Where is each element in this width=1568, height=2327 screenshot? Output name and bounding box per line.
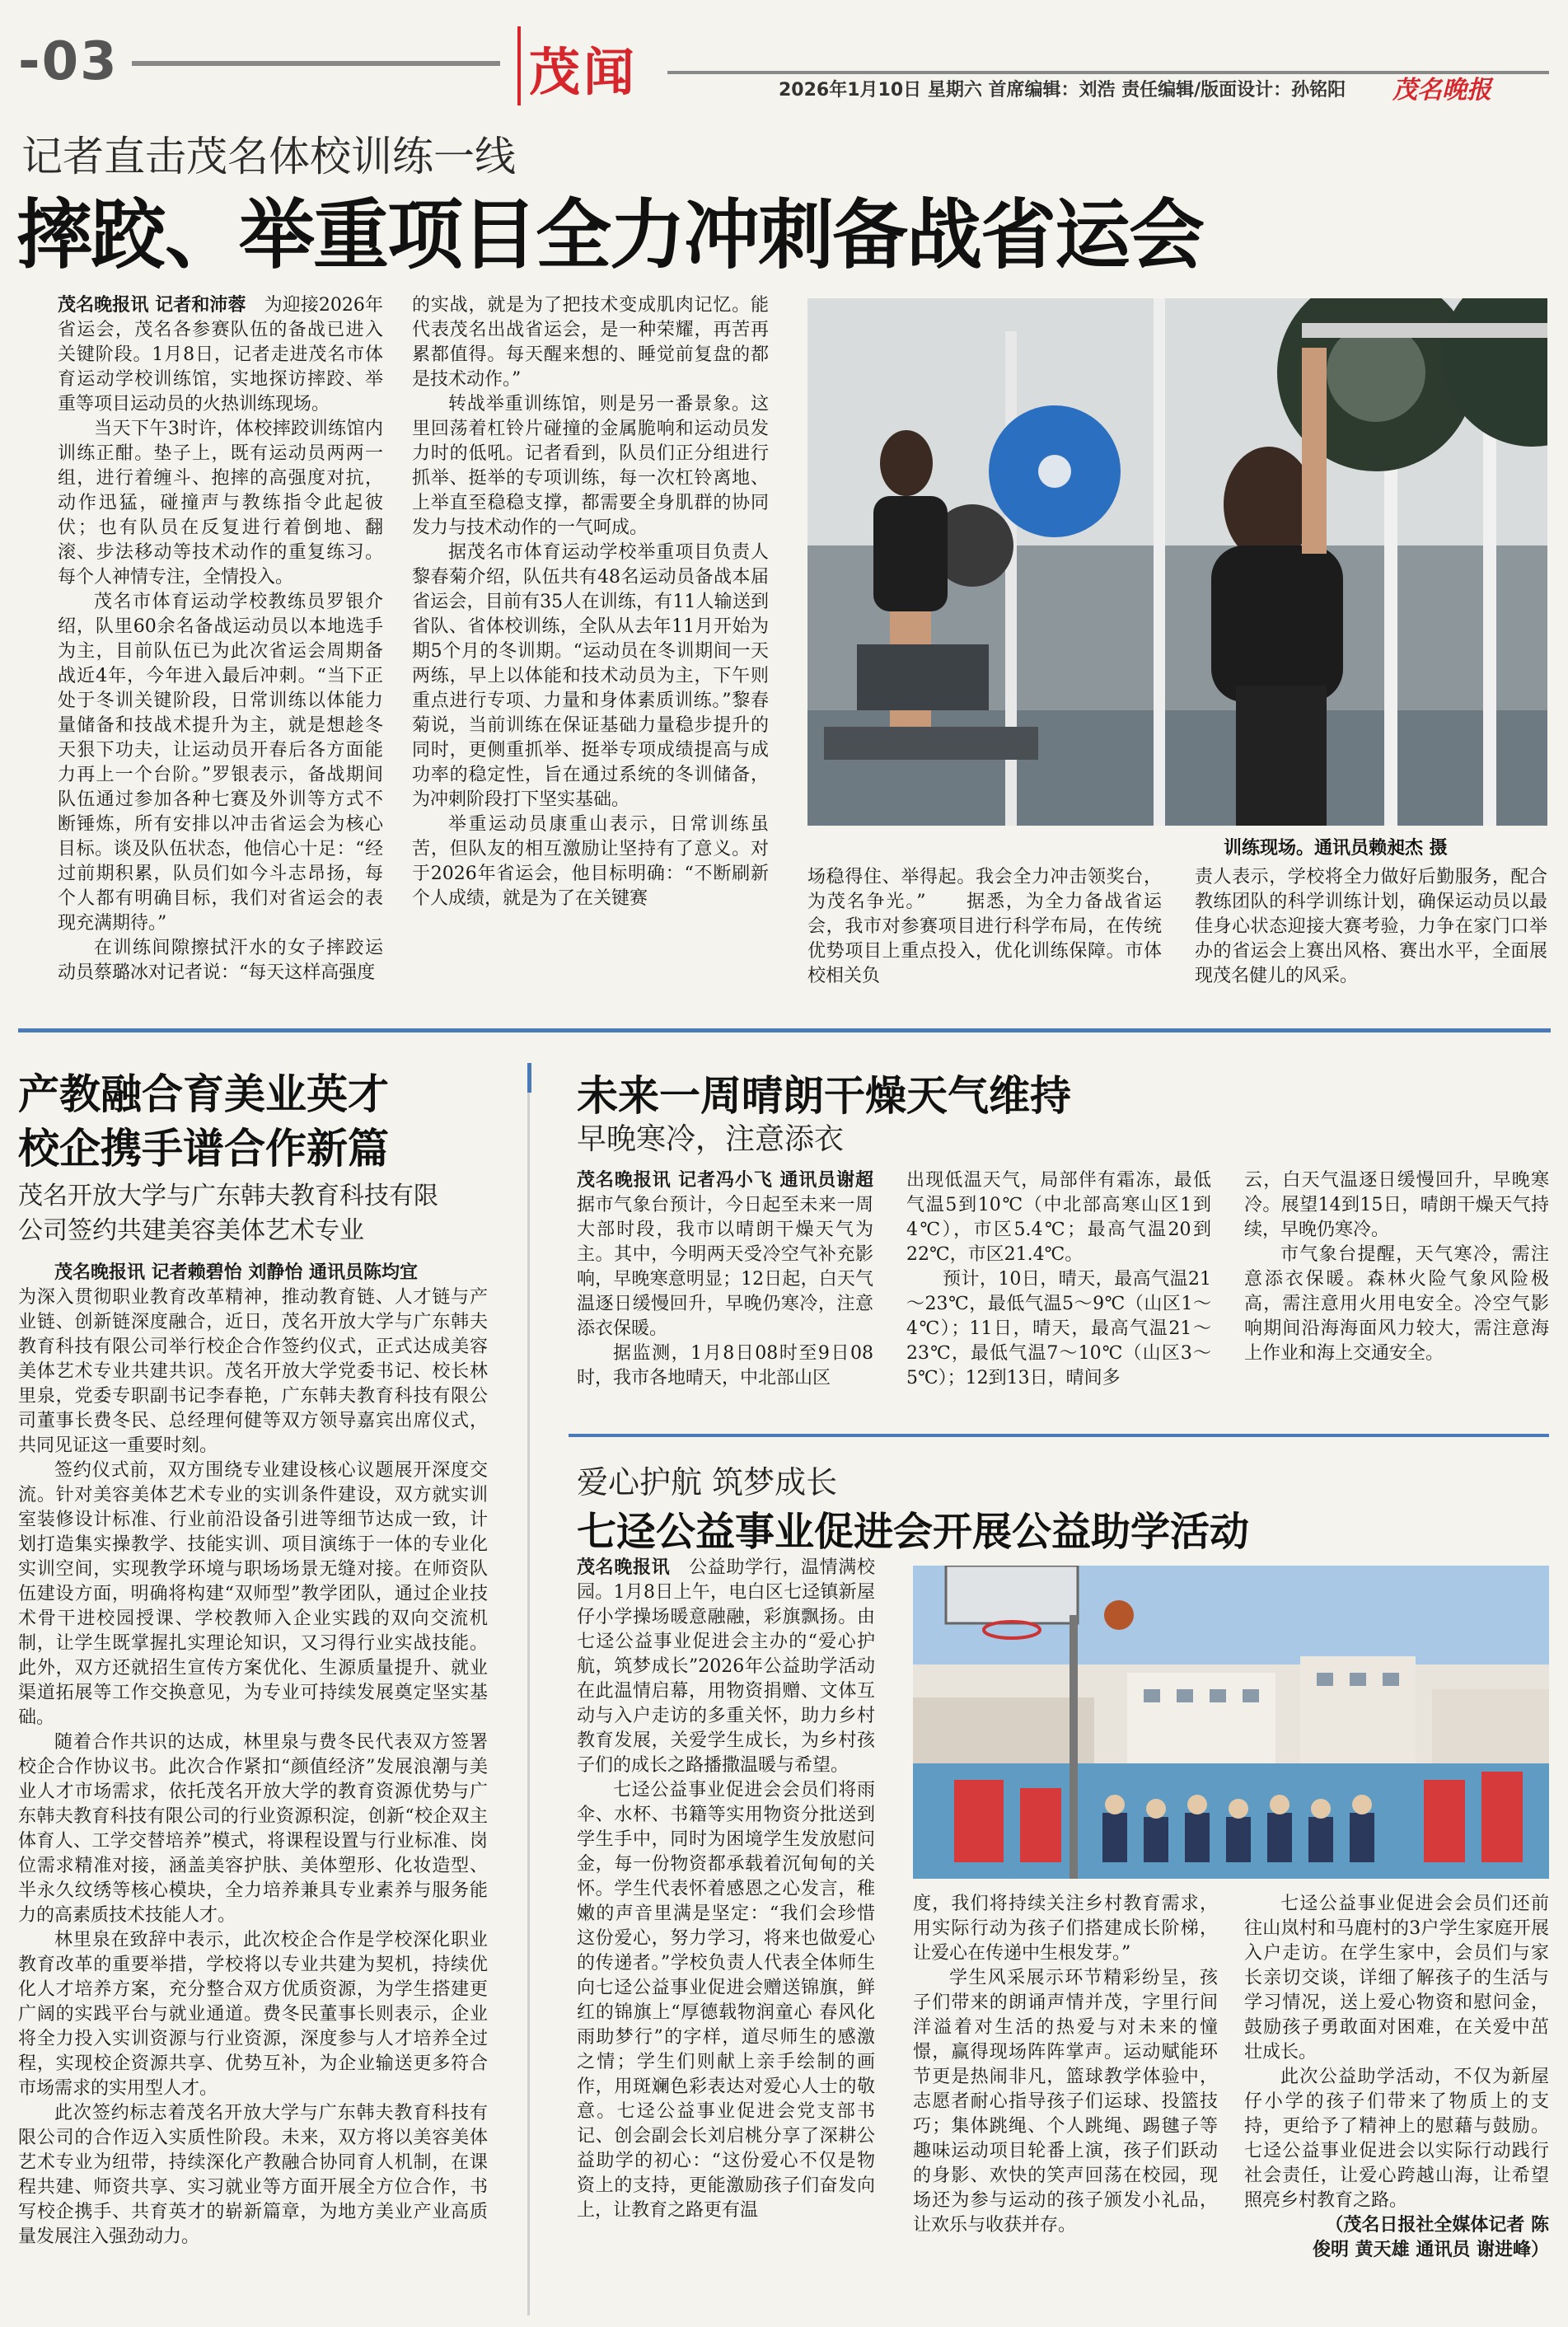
- section-tag: [517, 26, 656, 105]
- article3-column-1: [577, 1168, 873, 1416]
- article2-para: 签约仪式前，双方围绕专业建设核心议题展开深度交流。针对美容美体艺术专业的实训条件建设，双方就实训室装修设计标准、行业前沿设备引进等细节达成一致，计划打造集实操教学、技能实训、项目演练于一体的专业化实训空间，实现教学环境与职场场景无缝对接。在师资队伍建设方面，明确将构建“双师型”教学团队，通过企业技术骨干进校园授课、学校教师入企业实践的双向交流机制，让学生既掌握扎实理论知识，又习得行业实战技能。此外，双方还就招生宣传方案优化、生源质量提升、就业渠道拓展等工作交换意见，为专业可持续发展奠定坚实基础。: [18, 1460, 488, 1728]
- article1-para: 茂名市体育运动学校教练员罗银介绍，队里60余名备战运动员以本地选手为主，目前队伍已为此次省运会周期备战近4年，今年进入最后冲刺。“当下正处于冬训关键阶段，日常训练以体能力量储备和技战术提升为主，就是想趁冬天狠下功夫，让运动员开春后各方面能力再上一个台阶。”罗银表示，备战期间队伍通过参加各种七赛及外训等方式不断锤炼，所有安排以冲击省运会为核心目标。谈及队伍状态，他信心十足：“经过前期积累，队员们如今斗志昂扬，每个人都有明确目标，我们对省运会的表现充满期待。”: [58, 592, 383, 934]
- school-photo-illustration: [913, 1566, 1549, 1879]
- article1-para: 当天下午3时许，体校摔跤训练馆内训练正酣。垫子上，既有运动员两两一组，进行着缠斗、抱摔的高强度对抗，动作迅猛，碰撞声与教练指令此起彼伏；也有队员在反复进行着倒地、翻滚、步法移动等技术动作的重复练习。每个人神情专注，全情投入。: [58, 419, 383, 588]
- article4-byline: 茂名晚报讯: [577, 1557, 671, 1578]
- article1-column-1: [58, 293, 383, 994]
- column-divider: [527, 1063, 530, 2315]
- column-accent: [527, 1063, 531, 1093]
- article3-divider: [569, 1434, 1549, 1437]
- article4-column-2: [913, 1892, 1218, 2314]
- article1-column-3: [807, 865, 1162, 989]
- article1-column-4: [1195, 865, 1547, 989]
- article4-para: 学生风采展示环节精彩纷呈，孩子们带来的朗诵声情并茂，字里行间洋溢着对生活的热爱与对未来的憧憬，赢得现场阵阵掌声。运动赋能环节更是热闹非凡，篮球教学体验中，志愿者耐心指导孩子们运球、投篮技巧；集体跳绳、个人跳绳、踢毽子等趣味运动项目轮番上演，孩子们跃动的身影、欢快的笑声回荡在校园，现场还为参与运动的孩子颁发小礼品，让欢乐与收获并存。: [913, 1968, 1218, 2236]
- header-info: 2026年1月10日 星期六 首席编辑：刘浩 责任编辑/版面设计：孙铭阳: [779, 80, 1346, 101]
- article3-para: 据监测，1月8日08时至9日08时，我市各地晴天，中北部山区: [577, 1343, 873, 1388]
- training-photo: [807, 298, 1547, 826]
- article4-para: 度，我们将持续关注乡村教育需求，用实际行动为孩子们搭建成长阶梯，让爱心在传递中生根发芽。”: [913, 1894, 1218, 1964]
- article4-para: 此次公益助学活动，不仅为新屋仔小学的孩子们带来了物质上的支持，更给予了精神上的慰藉与鼓励。七迳公益事业促进会以实际行动践行社会责任，让爱心跨越山海，让希望照亮乡村教育之路。: [1244, 2067, 1549, 2211]
- article1-para: 在训练间隙擦拭汗水的女子摔跤运动员蔡璐冰对记者说：“每天这样高强度: [58, 938, 383, 983]
- header-rule-left: [132, 61, 500, 66]
- article3-para: 云，白天气温逐日缓慢回升，早晚寒冷。展望14到15日，晴朗干燥天气持续，早晚仍寒冷。: [1244, 1170, 1549, 1240]
- newspaper-logo: 茂名晚报: [1392, 76, 1491, 105]
- photo-caption: 训练现场。通讯员赖昶杰 摄: [1224, 838, 1448, 859]
- article4-para: 公益助学行，温情满校园。1月8日上午，电白区七迳镇新屋仔小学操场暖意融融，彩旗飘扬。由七迳公益事业促进会主办的“爱心护航，筑梦成长”2026年公益助学活动在此温情启幕，用物资捐赠、文体互动与入户走访的多重关怀，助力乡村教育发展，关爱学生成长，为乡村孩子们的成长之路播撒温暖与希望。: [577, 1557, 875, 1776]
- article2-body: [18, 1261, 488, 2311]
- article4-credit-line1: （茂名日报社全媒体记者 陈: [1325, 2215, 1549, 2236]
- article2-subtitle-line2: 公司签约共建美容美体艺术专业: [18, 1216, 364, 1245]
- article4-credit-line2: 俊明 黄天雄 通讯员 谢进峰）: [1313, 2240, 1549, 2260]
- article3-para: 据市气象台预计，今日起至未来一周大部时段，我市以晴朗干燥天气为主。其中，今明两天受冷空气补充影响，早晚寒意明显；12日起，白天气温逐日缓慢回升，早晚仍寒冷，注意添衣保暖。: [577, 1195, 873, 1339]
- article1-byline: 茂名晚报讯 记者和沛蓉: [58, 295, 246, 316]
- training-photo-illustration: [807, 298, 1547, 826]
- section-divider: [18, 1028, 1551, 1032]
- article1-para: 转战举重训练馆，则是另一番景象。这里回荡着杠铃片碰撞的金属脆响和运动员发力时的低吼。记者看到，队员们正分组进行抓举、挺举的专项训练，每一次杠铃离地、上举直至稳稳支撑，都需要全身肌群的协同发力与技术动作的一气呵成。: [412, 394, 769, 538]
- article4-para: 七迳公益事业促进会会员们将雨伞、水杯、书籍等实用物资分批送到学生手中，同时为困境学生发放慰问金，每一份物资都承载着沉甸甸的关怀。学生代表怀着感恩之心发言，稚嫩的声音里满是坚定：“我们会珍惜这份爱心，努力学习，将来也做爱心的传递者。”学校负责人代表全体师生向七迳公益事业促进会赠送锦旗，鲜红的锦旗上“厚德载物润童心 春风化雨助梦行”的字样，道尽师生的感激之情；学生们则献上亲手绘制的画作，用斑斓色彩表达对爱心人士的敬意。七迳公益事业促进会党支部书记、创会副会长刘启桃分享了深耕公益助学的初心：“这份爱心不仅是物资上的支持，更能激励孩子们奋发向上，让教育之路更有温: [577, 1780, 875, 2221]
- article3-column-2: [906, 1168, 1211, 1416]
- article2-title-line2: 校企携手谱合作新篇: [18, 1125, 389, 1173]
- school-photo: [913, 1566, 1549, 1879]
- article1-para: 的实战，就是为了把技术变成肌肉记忆。能代表茂名出战省运会，是一种荣耀，再苦再累都值得。每天醒来想的、睡觉前复盘的都是技术动作。”: [412, 295, 769, 390]
- page-number: -03: [18, 31, 119, 92]
- article2-title-line1: 产教融合育美业英才: [18, 1070, 389, 1118]
- article2-byline: 茂名晚报讯 记者赖碧怡 刘静怡 通讯员陈均宜: [54, 1262, 418, 1283]
- article4-para: 七迳公益事业促进会会员们还前往山岚村和马鹿村的3户学生家庭开展入户走访。在学生家中，会员们与家长亲切交谈，详细了解孩子的生活与学习情况，送上爱心物资和慰问金，鼓励孩子勇敢面对困难，在关爱中茁壮成长。: [1244, 1894, 1549, 2062]
- article1-para: 责人表示，学校将全力做好后勤服务，配合教练团队的科学训练计划，确保运动员以最佳身心状态迎接大赛考验，力争在家门口举办的省运会上赛出风格、赛出水平，全面展现茂名健儿的风采。: [1195, 867, 1547, 986]
- article3-para: 市气象台提醒，天气寒冷，需注意添衣保暖。森林火险气象风险极高，需注意用火用电安全。冷空气影响期间沿海海面风力较大，需注意海上作业和海上交通安全。: [1244, 1244, 1549, 1364]
- article2-subtitle-line1: 茂名开放大学与广东韩夫教育科技有限: [18, 1182, 438, 1210]
- article3-subtitle: 早晚寒冷，注意添衣: [577, 1122, 845, 1156]
- article3-para: 预计，10日，晴天，最高气温21～23℃，最低气温5～9℃（山区1～4℃）；11日，晴天，最高气温21～23℃，最低气温7～10℃（山区3～5℃）；12到13日，晴间多: [906, 1269, 1211, 1388]
- article1-title: 摔跤、举重项目全力冲刺备战省运会: [16, 191, 1204, 279]
- article3-para: 出现低温天气，局部伴有霜冻，最低气温5到10℃（中北部高寒山区1到4℃），市区5.4℃；最高气温20到22℃，市区21.4℃。: [906, 1170, 1211, 1265]
- article1-para: 据茂名市体育运动学校举重项目负责人黎春菊介绍，队伍共有48名运动员备战本届省运会，目前有35人在训练，有11人输送到省队、省体校训练，全队从去年11月开始为期5个月的冬训期。“运动员在冬训期间一天两练，早上以体能和技术动员为主，下午则重点进行专项、力量和身体素质训练。”黎春菊说，当前训练在保证基础力量稳步提升的同时，更侧重抓举、挺举专项成绩提高与成功率的稳定性，旨在通过系统的冬训储备，为冲刺阶段打下坚实基础。: [412, 542, 769, 810]
- article1-para: 为迎接2026年省运会，茂名各参赛队伍的备战已进入关键阶段。1月8日，记者走进茂名市体育运动学校训练馆，实地探访摔跤、举重等项目运动员的火热训练现场。: [58, 295, 383, 414]
- article2-para: 此次签约标志着茂名开放大学与广东韩夫教育科技有限公司的合作迈入实质性阶段。未来，双方将以美容美体艺术专业为纽带，持续深化产教融合协同育人机制，在课程共建、师资共享、实习就业等方面开展全方位合作，书写校企携手、共育英才的崭新篇章，为地方美业产业高质量发展注入强劲动力。: [18, 2103, 488, 2247]
- article4-column-3: [1244, 1892, 1549, 2314]
- article1-column-2: [412, 293, 769, 994]
- section-label: 茂闻: [529, 42, 639, 102]
- article4-column-1: [577, 1556, 875, 2314]
- article3-byline: 茂名晚报讯 记者冯小飞 通讯员谢超: [577, 1170, 873, 1191]
- article4-kicker: 爱心护航 筑梦成长: [577, 1464, 838, 1501]
- article4-title: 七迳公益事业促进会开展公益助学活动: [577, 1509, 1250, 1555]
- article2-para: 为深入贯彻职业教育改革精神，推动教育链、人才链与产业链、创新链深度融合，近日，茂名开放大学与广东韩夫教育科技有限公司举行校企合作签约仪式，正式达成美容美体艺术专业共建共识。茂名开放大学党委书记、校长林里泉，党委专职副书记李春艳，广东韩夫教育科技有限公司董事长费冬民、总经理何健等双方领导嘉宾出席仪式，共同见证这一重要时刻。: [18, 1287, 488, 1456]
- article1-para: 场稳得住、举得起。我会全力冲击领奖台，为茂名争光。” 据悉，为全力备战省运会，我市对参赛项目进行科学布局，在传统优势项目上重点投入，优化训练保障。市体校相关负: [807, 867, 1162, 986]
- article2-para: 林里泉在致辞中表示，此次校企合作是学校深化职业教育改革的重要举措，学校将以专业共建为契机，持续优化人才培养方案，充分整合双方优质资源，为学生搭建更广阔的实践平台与就业通道。费冬民董事长则表示，企业将全力投入实训资源与行业资源，深度参与人才培养全过程，实现校企资源共享、优势互补，为企业输送更多符合市场需求的实用型人才。: [18, 1930, 488, 2099]
- article3-column-3: [1244, 1168, 1549, 1416]
- article1-para: 举重运动员康重山表示，日常训练虽苦，但队友的相互激励让坚持有了意义。对于2026年省运会，他目标明确：“不断刷新个人成绩，就是为了在关键赛: [412, 814, 769, 909]
- article2-para: 随着合作共识的达成，林里泉与费冬民代表双方签署校企合作协议书。此次合作紧扣“颜值经济”发展浪潮与美业人才市场需求，依托茂名开放大学的教育资源优势与广东韩夫教育科技有限公司的行业资源积淀，创新“校企双主体育人、工学交替培养”模式，将课程设置与行业标准、岗位需求精准对接，涵盖美容护肤、美体塑形、化妆造型、半永久纹绣等核心模块，全力培养兼具专业素养与服务能力的高素质技术技能人才。: [18, 1732, 488, 1926]
- article1-kicker: 记者直击茂名体校训练一线: [21, 133, 516, 180]
- article3-title: 未来一周晴朗干燥天气维持: [577, 1072, 1071, 1120]
